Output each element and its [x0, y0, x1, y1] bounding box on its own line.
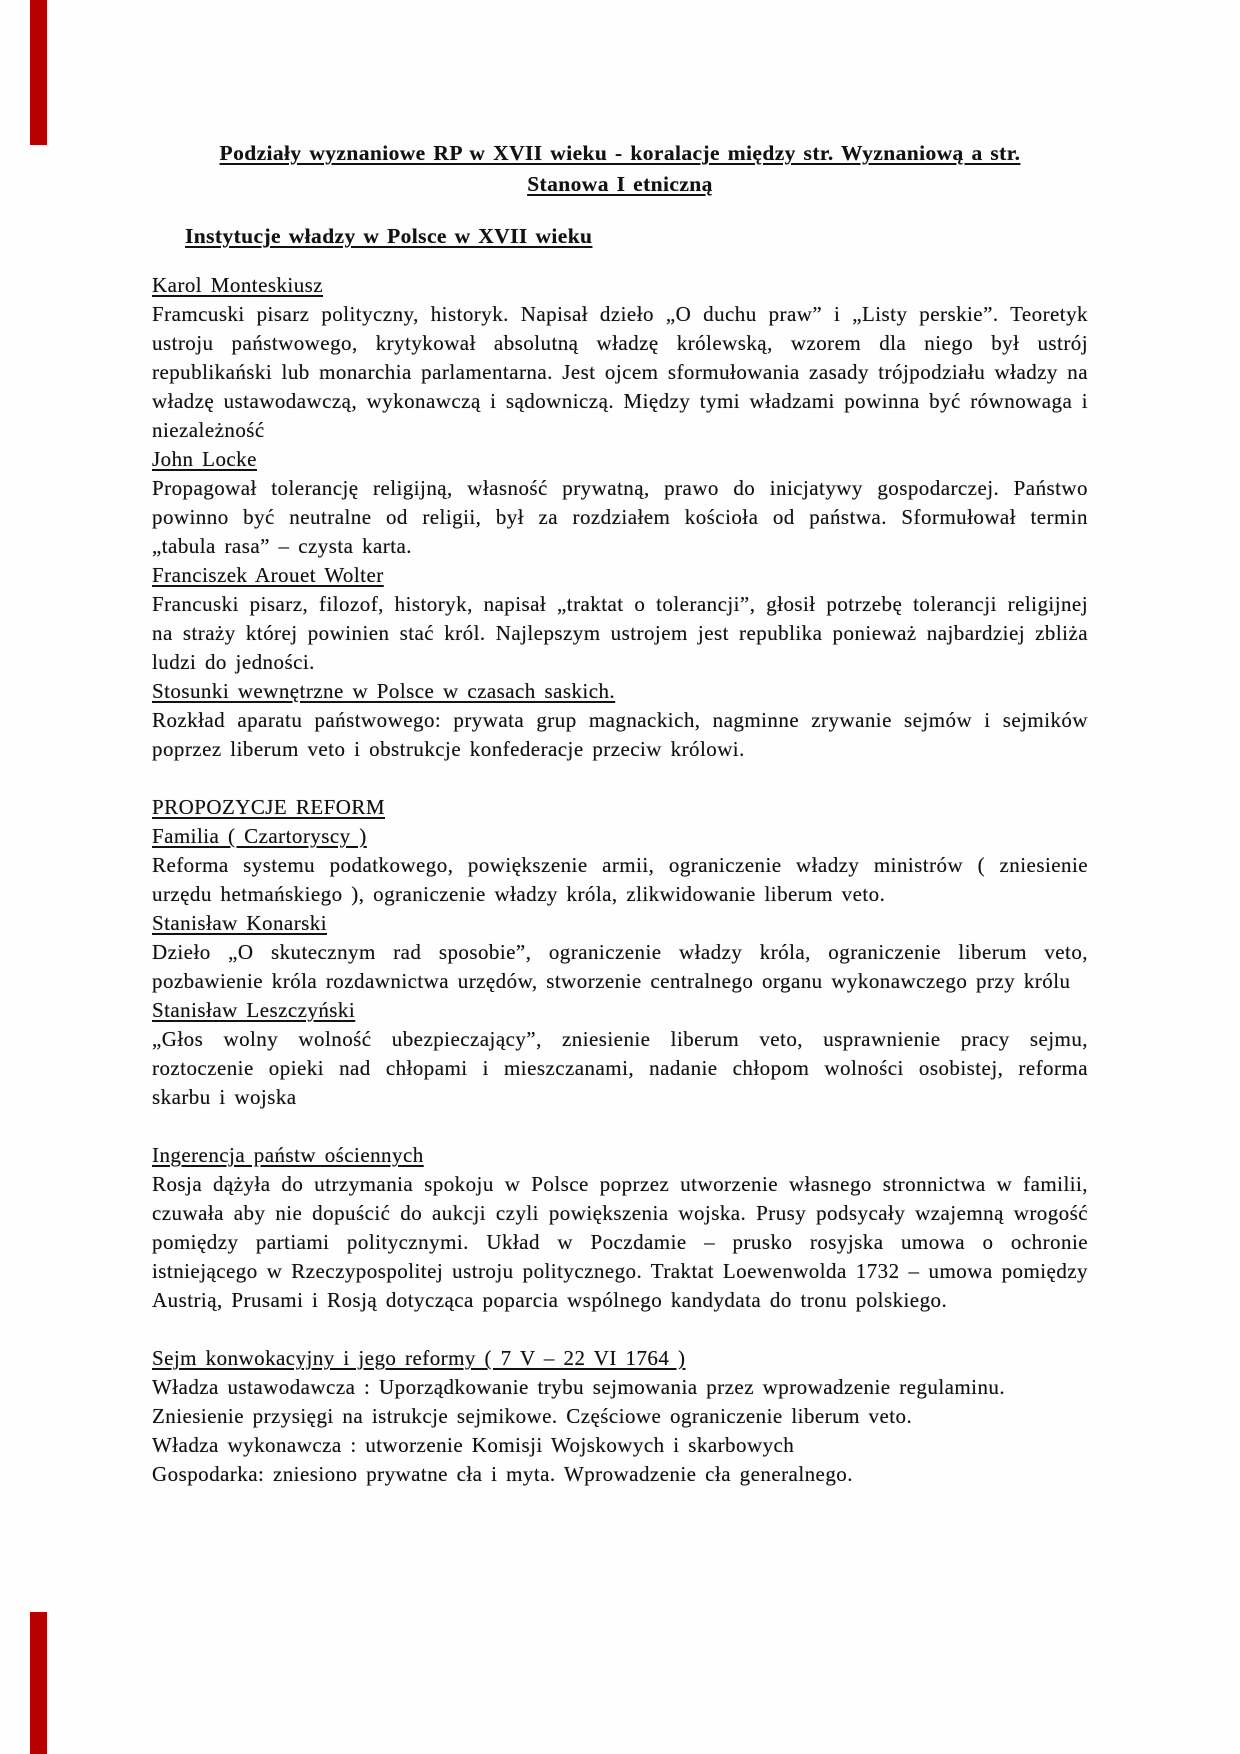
red-scan-artifact-bar-top: [30, 0, 47, 145]
section-label-text: Stosunki wewnętrzne w Polsce w czasach saskich.: [152, 679, 616, 703]
section-label-text: Ingerencja państw ościennych: [152, 1143, 424, 1167]
section-label: [152, 909, 1088, 938]
section-heading-institutions: [152, 221, 1088, 252]
document-title-line1: Podziały wyznaniowe RP w XVII wieku - koralacje między str. Wyznaniową a str.: [219, 141, 1021, 165]
text-line: Władza wykonawcza : utworzenie Komisji Wojskowych i skarbowych: [152, 1433, 795, 1457]
red-scan-artifact-bar-bottom: [30, 1612, 47, 1754]
section-label-text: Stanisław Leszczyński: [152, 998, 356, 1022]
paragraph: Reforma systemu podatkowego, powiększenie armii, ograniczenie władzy ministrów ( zniesienie urzędu hetmańskiego ), ograniczenie władzy króla, zlikwidowanie liberum veto.: [152, 853, 1088, 906]
section-label: [152, 793, 1088, 822]
paragraph: Rozkład aparatu państwowego: prywata grup magnackich, nagminne zrywanie sejmów i sejmików poprzez liberum veto i obstrukcje konfederacje przeciw królowi.: [152, 708, 1088, 761]
paragraph: Dzieło „O skutecznym rad sposobie”, ograniczenie władzy króla, ograniczenie liberum veto, pozbawienie króla rozdawnictwa urzędów, stworzenie centralnego organu wykonawczego przy królu: [152, 940, 1088, 993]
paragraph: Framcuski pisarz polityczny, historyk. Napisał dzieło „O duchu praw” i „Listy perskie”. Teoretyk ustroju państwowego, krytykował absolutną władzę królewską, wzorem dla niego był ustrój republikański lub monarchia parlamentarna. Jest ojcem sformułowania zasady trójpodziału władzy na władzę ustawodawczą, wykonawczą i sądowniczą. Między tymi władzami powinna być równowaga i niezależność: [152, 302, 1088, 442]
text-line: Zniesienie przysięgi na istrukcje sejmikowe. Częściowe ograniczenie liberum veto.: [152, 1404, 913, 1428]
section-label-text: John Locke: [152, 447, 257, 471]
paragraph: Propagował tolerancję religijną, własność prywatną, prawo do inicjatywy gospodarczej. Państwo powinno być neutralne od religii, był za rozdziałem kościoła od państwa. Sformułował termin „tabula rasa” – czysta karta.: [152, 476, 1088, 558]
section-label-text: Familia ( Czartoryscy ): [152, 824, 367, 848]
text-line: Gospodarka: zniesiono prywatne cła i myta. Wprowadzenie cła generalnego.: [152, 1462, 853, 1486]
section-label: [152, 1344, 1088, 1373]
document-title: [152, 138, 1088, 200]
section-label: [152, 677, 1088, 706]
section-label-text: Karol Monteskiusz: [152, 273, 324, 297]
section-heading-text: Instytucje władzy w Polsce w XVII wieku: [185, 224, 593, 248]
blank-line: [152, 1112, 1088, 1141]
blank-line: [152, 764, 1088, 793]
section-label-text: Franciszek Arouet Wolter: [152, 563, 384, 587]
document-content: [152, 138, 1088, 1489]
paragraph: Rosja dążyła do utrzymania spokoju w Polsce poprzez utworzenie własnego stronnictwa w familii, czuwała aby nie dopuścić do aukcji czyli powiększenia wojska. Prusy podsycały wzajemną wrogość pomiędzy partiami politycznymi. Układ w Poczdamie – prusko rosyjska umowa o ochronie istniejącego w Rzeczypospolitej ustroju politycznego. Traktat Loewenwolda 1732 – umowa pomiędzy Austrią, Prusami i Rosją dotycząca poparcia wspólnego kandydata do tronu polskiego.: [152, 1172, 1088, 1312]
paragraph: „Głos wolny wolność ubezpieczający”, zniesienie liberum veto, usprawnienie pracy sejmu, roztoczenie opieki nad chłopami i mieszczanami, nadanie chłopom wolności osobistej, reforma skarbu i wojska: [152, 1027, 1088, 1109]
section-label: [152, 822, 1088, 851]
text-line: Władza ustawodawcza : Uporządkowanie trybu sejmowania przez wprowadzenie regulaminu.: [152, 1375, 1006, 1399]
section-label-text: PROPOZYCJE REFORM: [152, 795, 385, 819]
section-label: [152, 445, 1088, 474]
blank-line: [152, 1315, 1088, 1344]
section-label: [152, 561, 1088, 590]
section-label: [152, 271, 1088, 300]
document-title-line2: Stanowa I etniczną: [527, 172, 713, 196]
section-label: [152, 996, 1088, 1025]
section-label-text: Stanisław Konarski: [152, 911, 327, 935]
section-label: [152, 1141, 1088, 1170]
section-label-text: Sejm konwokacyjny i jego reformy ( 7 V – 22 VI 1764 ): [152, 1346, 686, 1370]
document-body: [152, 271, 1088, 1489]
paragraph: Francuski pisarz, filozof, historyk, napisał „traktat o tolerancji”, głosił potrzebę tolerancji religijnej na straży której powinien stać król. Najlepszym ustrojem jest republika ponieważ najbardziej zbliża ludzi do jedności.: [152, 592, 1088, 674]
